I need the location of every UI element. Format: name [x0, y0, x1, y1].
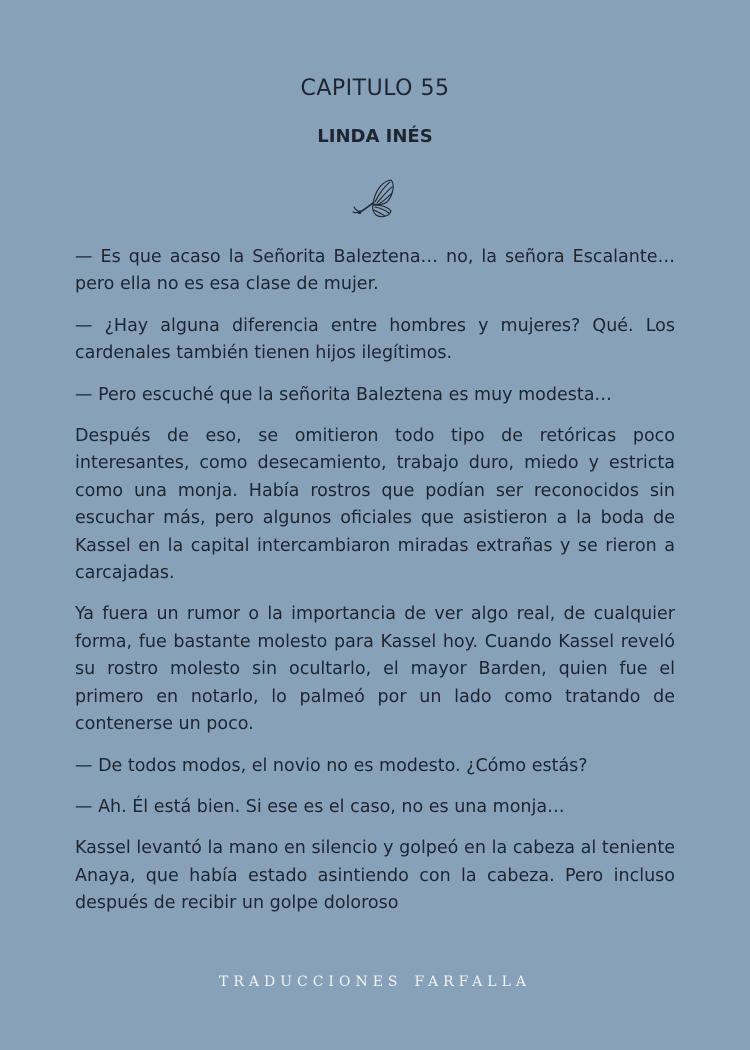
chapter-title: CAPITULO 55 [300, 76, 450, 101]
paragraph: — Pero escuché que la señorita Baleztena es muy modesta… [75, 384, 612, 405]
paragraph: — ¿Hay alguna diferencia entre hombres y mujeres? Qué. Los cardenales también tienen hijos ilegítimos. [75, 315, 675, 364]
chapter-subtitle: LINDA INÉS [317, 126, 433, 147]
paragraph: — Es que acaso la Señorita Baleztena… no, la señora Escalante… pero ella no es esa clase de mujer. [75, 247, 675, 295]
paragraph: Ya fuera un rumor o la importancia de ver algo real, de cualquier forma, fue bastante molesto para Kassel hoy. Cuando Kassel reveló su rostro molesto sin ocultarlo, el mayor Barden, quien fue el primero en notarlo, lo palmeó por un lado como tratando de contenerse un poco. [75, 604, 675, 735]
footer-word-farfalla: FARFALLA [414, 974, 531, 990]
footer-credit [0, 974, 750, 990]
paragraph: — Ah. Él está bien. Si ese es el caso, no es una monja… [75, 796, 565, 817]
footer-word-translations: TRADUCCIONES [219, 974, 403, 990]
paragraph: Kassel levantó la mano en silencio y golpeó en la cabeza al teniente Anaya, que había estado asintiendo con la cabeza. Pero incluso después de recibir un golpe doloroso [75, 838, 675, 914]
paragraph: — De todos modos, el novio no es modesto. ¿Cómo estás? [75, 755, 588, 776]
paragraph: Después de eso, se omitieron todo tipo de retóricas poco interesantes, como desecamiento, trabajo duro, miedo y estricta como una monja. Había rostros que podían ser reconocidos sin escuchar más, pero algunos oficiales que asistieron a la boda de Kassel en la capital intercambiaron miradas extrañas y se rieron a carcajadas. [75, 426, 675, 584]
chapter-body [75, 244, 675, 932]
butterfly-icon [351, 178, 399, 220]
